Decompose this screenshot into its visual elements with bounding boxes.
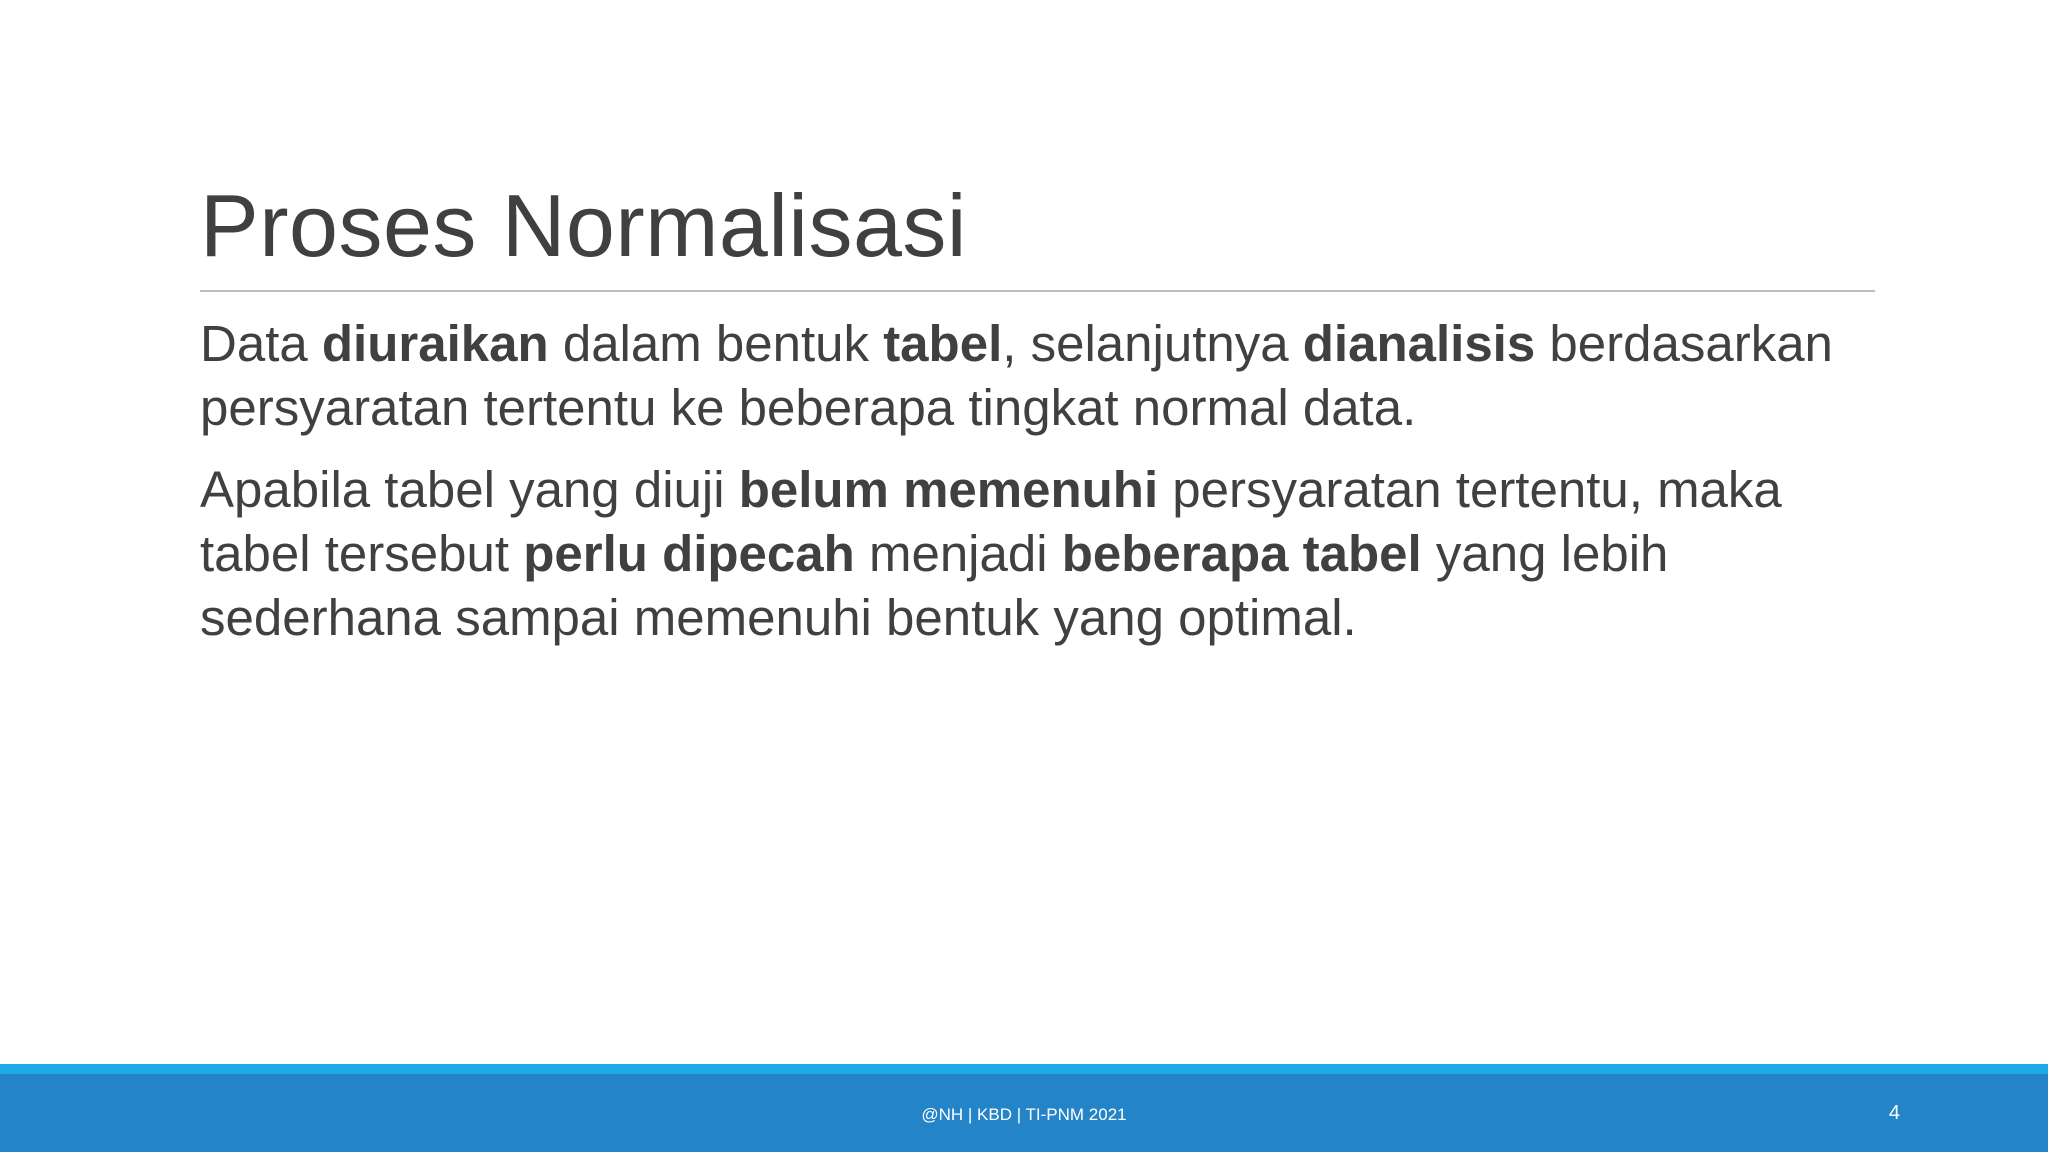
- title-divider: [200, 290, 1875, 292]
- slide-body: [200, 312, 1900, 668]
- bold-run: diuraikan: [321, 315, 549, 372]
- text-run: persyaratan tertentu, maka tabel tersebut: [200, 461, 1782, 582]
- text-run: dalam bentuk: [548, 315, 884, 372]
- text-run: Apabila tabel yang diuji: [200, 461, 739, 518]
- text-run: yang lebih sederhana sampai memenuhi bentuk yang optimal.: [200, 525, 1669, 646]
- bold-run: beberapa tabel: [1061, 525, 1422, 582]
- footer-accent-stripe: [0, 1064, 2048, 1074]
- bold-run: dianalisis: [1302, 315, 1536, 372]
- body-paragraph-1: [200, 312, 1900, 440]
- text-run: berdasarkan persyaratan tertentu ke beberapa tingkat normal data.: [200, 315, 1833, 436]
- text-run: menjadi: [854, 525, 1062, 582]
- footer-text: @NH | KBD | TI-PNM 2021: [921, 1105, 1127, 1124]
- body-paragraph-2: [200, 458, 1900, 650]
- bold-run: tabel: [883, 315, 1003, 372]
- slide-number: 4: [1888, 1102, 1900, 1124]
- bold-run: perlu dipecah: [523, 525, 855, 582]
- text-run: Data: [200, 315, 322, 372]
- text-run: , selanjutnya: [1002, 315, 1303, 372]
- slide-title: Proses Normalisasi: [200, 176, 967, 275]
- bold-run: belum memenuhi: [738, 461, 1159, 518]
